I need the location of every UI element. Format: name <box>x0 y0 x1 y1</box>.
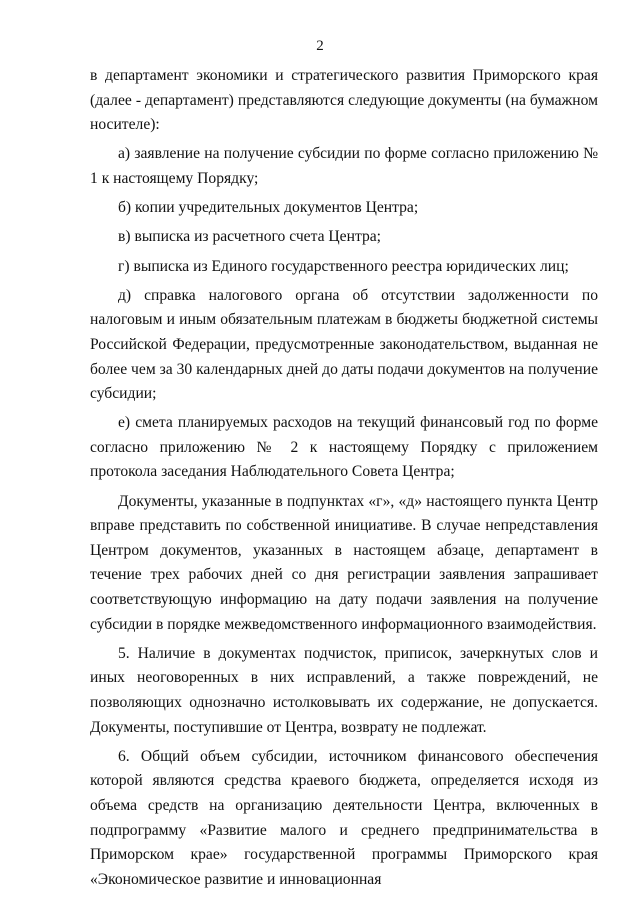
paragraph-item-d: д) справка налогового органа об отсутствии задолженности по налоговым и иным обязательным платежам в бюджеты бюджетной системы Российской Федерации, предусмотренные законодательством, выданная не более чем за 30 календарных дней до даты подачи документов на получение субсидии; <box>90 286 598 403</box>
paragraph-clause-6: 6. Общий объем субсидии, источником финансового обеспечения которой являются средства краевого бюджета, определяется исходя из объема средств на организацию деятельности Центра, включенных в подпрограмму «Развитие малого и среднего предпринимательства в Приморском крае» государственной программы Приморского края «Экономическое развитие и инновационная <box>90 747 598 888</box>
page-number: 2 <box>316 38 324 54</box>
paragraph-item-b: б) копии учредительных документов Центра; <box>118 199 419 217</box>
paragraph-item-a: а) заявление на получение субсидии по форме согласно приложению № 1 к настоящему Порядку; <box>90 145 598 187</box>
paragraph-documents-note: Документы, указанные в подпунктах «г», «д» настоящего пункта Центр вправе представить по собственной инициативе. В случае непредставления Центром документов, указанных в настоящем абзаце, департамент в течение трех рабочих дней со дня регистрации заявления запрашивает соответствующую информацию на дату подачи заявления на получение субсидии в порядке межведомственного информационного взаимодействия. <box>90 492 598 633</box>
paragraph-item-e: е) смета планируемых расходов на текущий финансовый год по форме согласно приложению № 2 к настоящему Порядку с приложением протокола заседания Наблюдательного Совета Центра; <box>90 414 598 481</box>
paragraph-intro: в департамент экономики и стратегического развития Приморского края (далее - департамент) представляются следующие документы (на бумажном носителе): <box>90 67 598 134</box>
document-body <box>90 64 598 897</box>
paragraph-item-v: в) выписка из расчетного счета Центра; <box>118 228 381 246</box>
paragraph-item-g: г) выписка из Единого государственного реестра юридических лиц; <box>118 257 569 275</box>
paragraph-clause-5: 5. Наличие в документах подчисток, приписок, зачеркнутых слов и иных неоговоренных в них исправлений, а также повреждений, не позволяющих однозначно истолковывать их содержание, не допускается. Документы, поступившие от Центра, возврату не подлежат. <box>90 644 598 736</box>
